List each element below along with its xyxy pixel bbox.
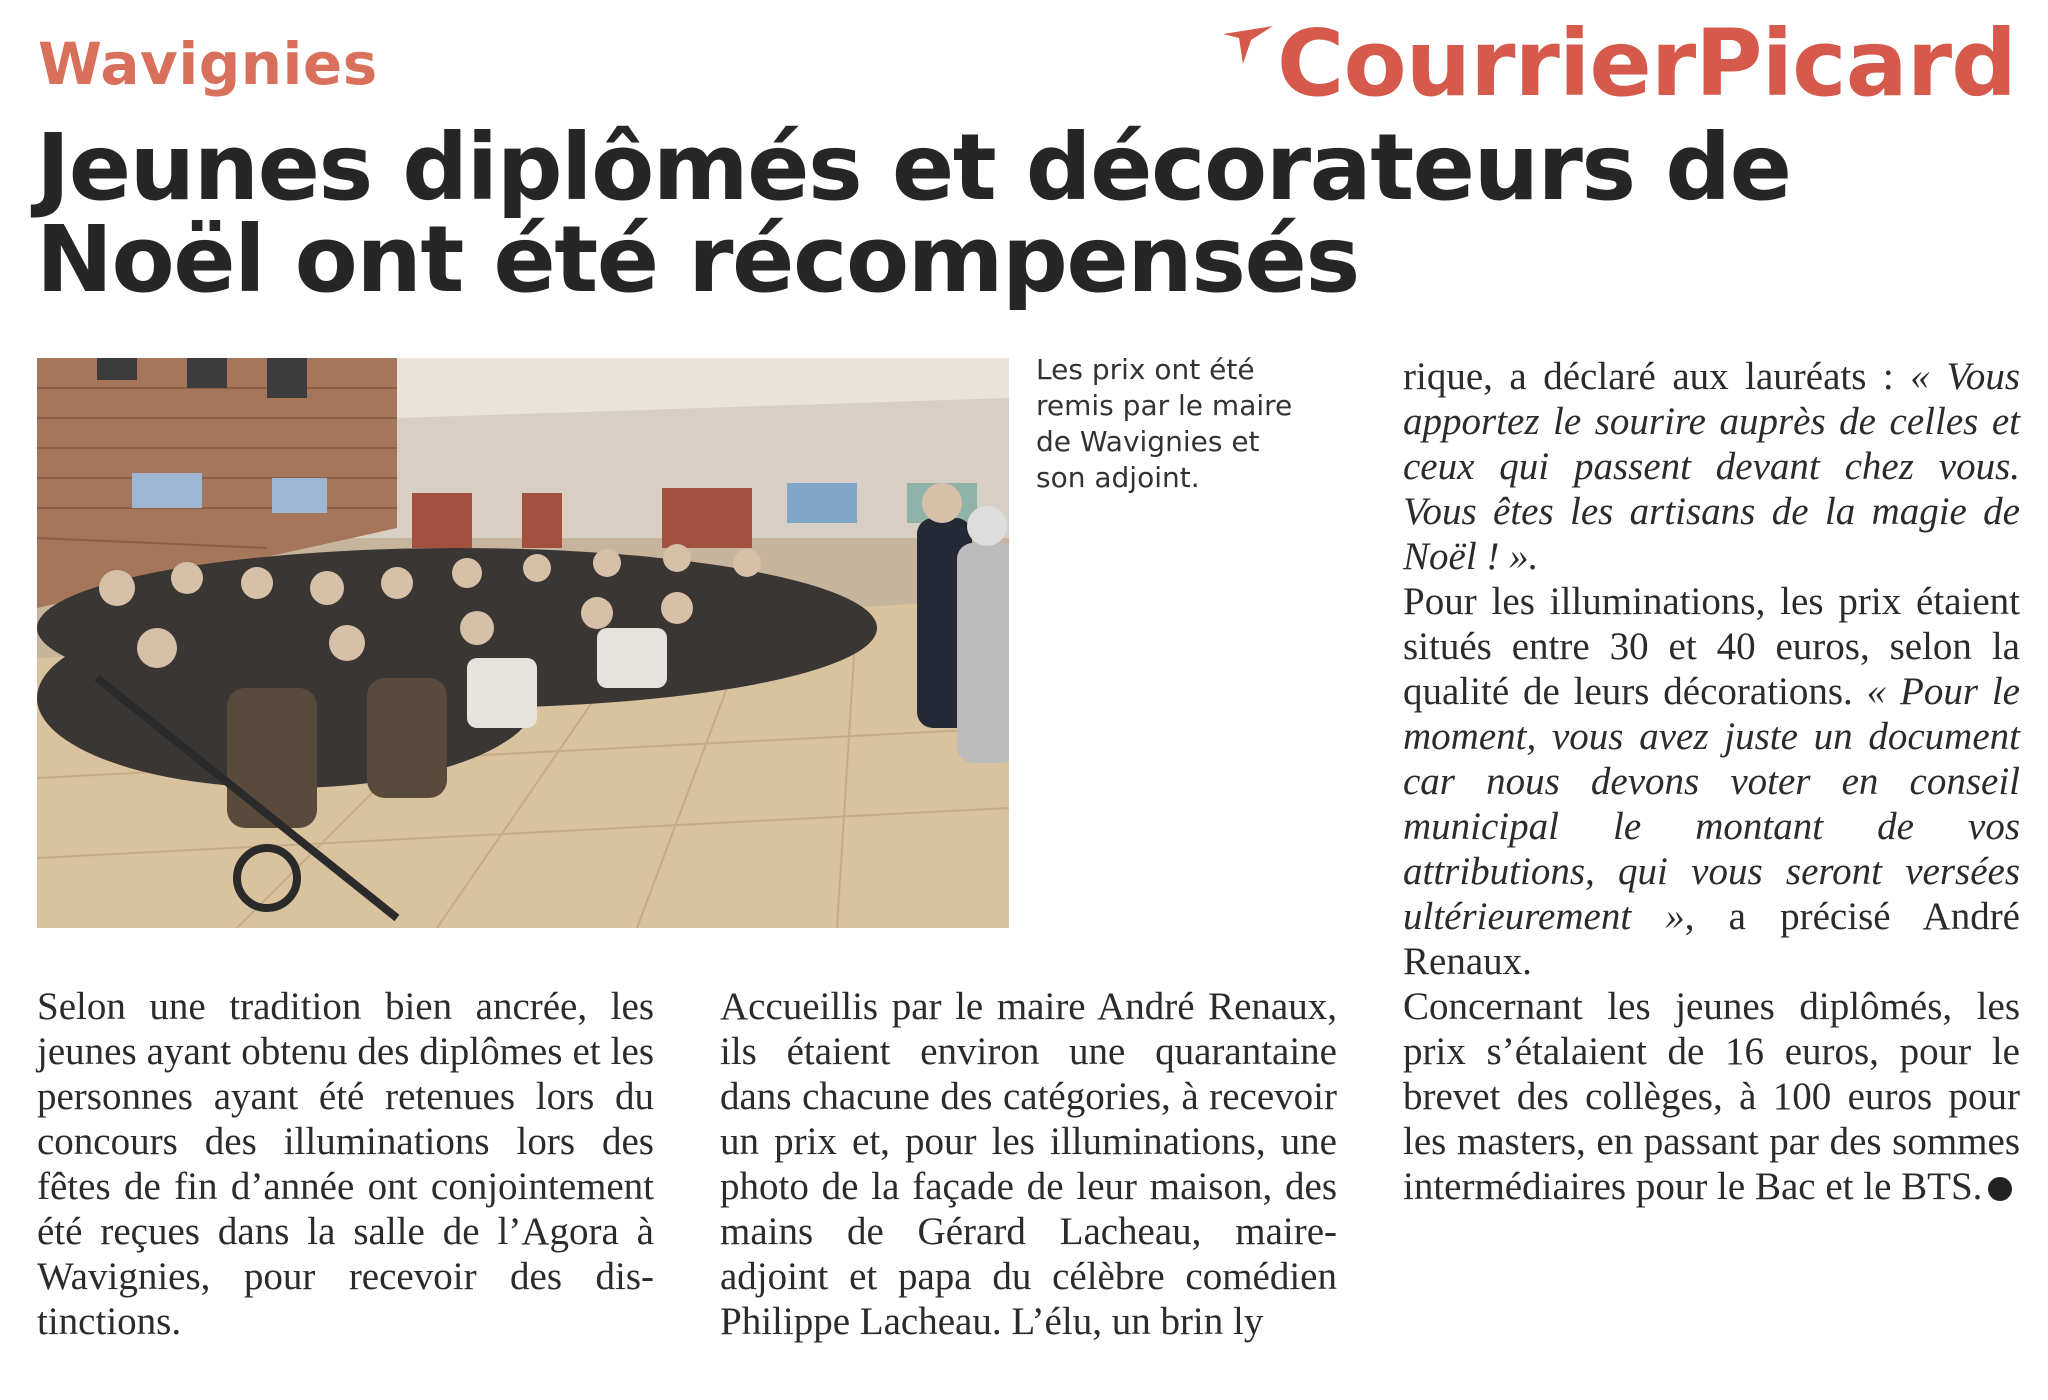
quote: « Vous apportez le sourire auprès de celles et ceux qui passent devant chez vous. Vous êtes les artisans de la magie de Noël ! ». (1403, 355, 2020, 578)
masthead (1221, 10, 2016, 117)
end-of-article-bullet-icon (1988, 1177, 2012, 1201)
paragraph (1403, 354, 2020, 579)
newspaper-swoosh-logo-icon (1221, 26, 1275, 66)
photo-caption: Les prix ont été remis par le maire de Wavignies et son adjoint. (1036, 353, 1293, 494)
article-column-2 (720, 984, 1337, 1344)
paragraph (1403, 579, 2020, 984)
masthead-title: CourrierPicard (1276, 10, 2016, 117)
paragraph-text: Concernant les jeunes diplômés, les prix s’étalaient de 16 euros, pour le brevet des collèges, à 100 euros pour les masters, en passant par des sommes intermédiaires pour le Bac et le BTS. (1403, 985, 2020, 1208)
article-column-3 (1403, 354, 2020, 1209)
paragraph: Accueillis par le maire André Renaux, ils étaient environ une quarantaine dans chacune des catégories, à recevoir un prix et, pour les illuminations, une photo de la façade de leur maison, des mains de Gérard Lacheau, maire-adjoint et papa du célèbre comédien Philippe Lacheau. L’élu, un brin ly (720, 985, 1337, 1343)
paragraph: Selon une tradition bien ancrée, les jeunes ayant obtenu des diplômes et les personnes ayant été retenues lors du concours des illuminations lors des fêtes de fin d’année ont conjointement été reçues dans la salle de l’Agora à Wavignies, pour recevoir des distinctions. (37, 985, 654, 1343)
section-rubric: Wavignies (38, 30, 378, 98)
paragraph-lead: Pour les illuminations, les prix étaient situés entre 30 et 40 euros, selon la qualité de leurs décorations. (1403, 580, 2020, 713)
quote: « Pour le moment, vous avez juste un document car nous devons voter en conseil municipal le montant de vos attributions, qui vous seront versées ultérieurement » (1403, 670, 2020, 938)
article-column-1 (37, 984, 654, 1344)
paragraph (1403, 984, 2020, 1209)
article-headline: Jeunes diplômés et décorateurs de Noël ont été récompensés (36, 114, 1791, 313)
article-photo (37, 358, 1009, 928)
audience-photo-illustration (37, 358, 1009, 928)
paragraph-tail: , a précisé André Renaux. (1403, 895, 2020, 983)
paragraph-lead: rique, a déclaré aux lauréats : (1403, 355, 1911, 398)
